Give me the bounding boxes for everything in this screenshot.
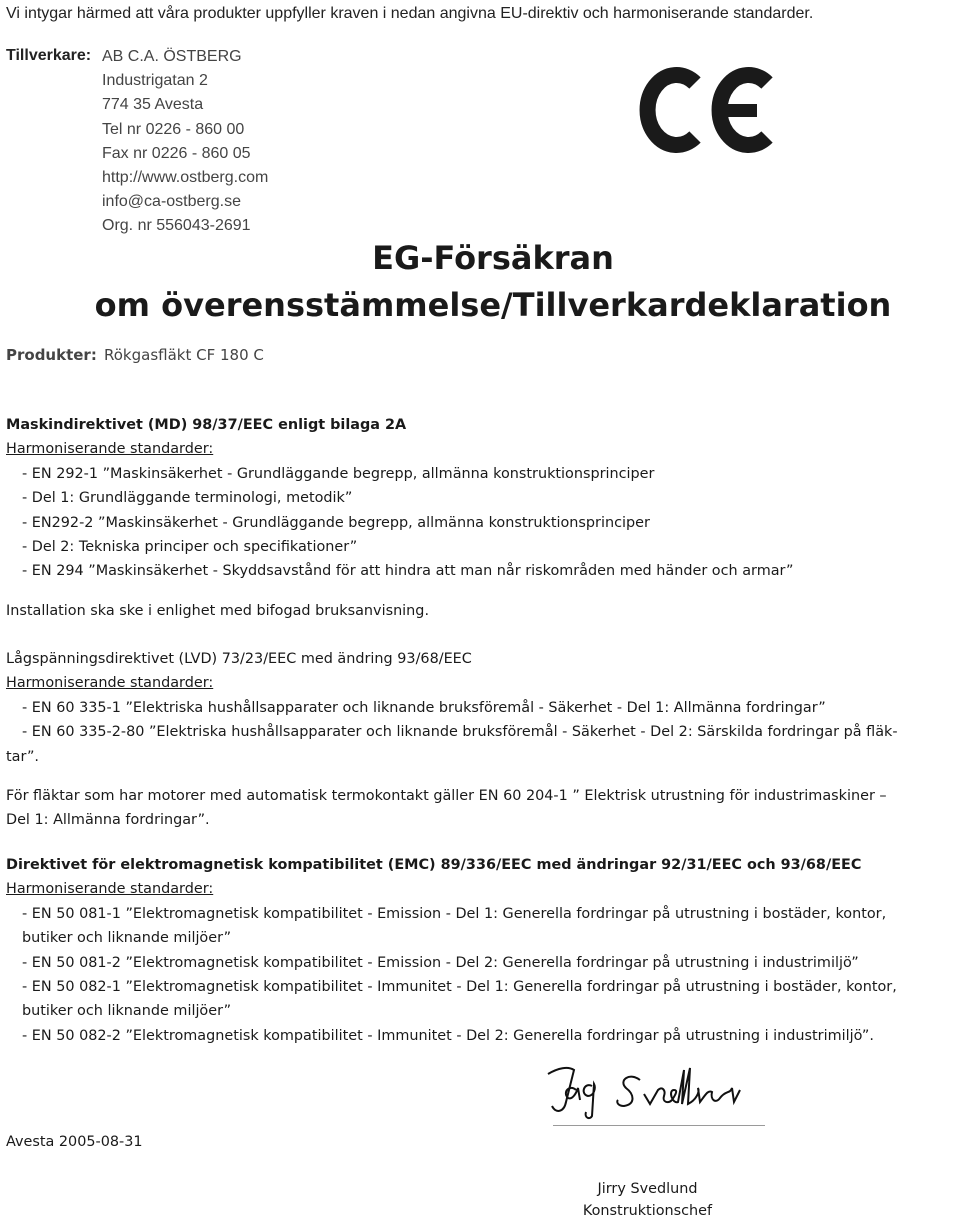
document-title: EG-Försäkran <box>372 239 614 277</box>
md-standards-heading: Harmoniserande standarder: <box>6 441 214 458</box>
manufacturer-address <box>102 45 268 239</box>
signature-line <box>553 1125 765 1126</box>
emc-standard-item: - EN 50 082-1 ”Elektromagnetisk kompatibilitet - Immunitet - Del 1: Generella fordringar på utrustning i bostäder, kontor, <box>22 979 897 996</box>
md-standard-item: - Del 2: Tekniska principer och specifikationer” <box>22 539 358 556</box>
lvd-standards-heading: Harmoniserande standarder: <box>6 675 214 692</box>
product-label: Produkter: <box>6 346 97 364</box>
signer-role: Konstruktionschef <box>582 1203 713 1219</box>
motor-note-line: För fläktar som har motorer med automatisk termokontakt gäller EN 60 204-1 ” Elektrisk utrustning för industrimaskiner – <box>6 788 887 804</box>
product-value: Rökgasfläkt CF 180 C <box>104 346 264 364</box>
emc-standards-heading: Harmoniserande standarder: <box>6 881 214 898</box>
manufacturer-city: 774 35 Avesta <box>102 96 204 114</box>
signer-block <box>520 1178 775 1222</box>
emc-standard-item: - EN 50 082-2 ”Elektromagnetisk kompatibilitet - Immunitet - Del 2: Generella fordringar på utrustning i industrimiljö”. <box>22 1027 874 1044</box>
signer-name: Jirry Svedlund <box>597 1181 698 1197</box>
lvd-section <box>6 647 956 769</box>
manufacturer-org-number: Org. nr 556043-2691 <box>102 217 251 235</box>
emc-standard-item: - EN 50 081-2 ”Elektromagnetisk kompatibilitet - Emission - Del 2: Generella fordringar på utrustning i industrimiljö” <box>22 954 859 971</box>
manufacturer-street: Industrigatan 2 <box>102 72 208 90</box>
md-heading: Maskindirektivet (MD) 98/37/EEC enligt bilaga 2A <box>6 417 407 433</box>
lvd-standard-continuation: tar”. <box>6 748 40 765</box>
installation-note: Installation ska ske i enlighet med bifogad bruksanvisning. <box>6 603 430 619</box>
handwritten-signature <box>540 1060 750 1120</box>
manufacturer-website: http://www.ostberg.com <box>102 169 269 187</box>
motor-note <box>6 784 956 833</box>
motor-note-line: Del 1: Allmänna fordringar”. <box>6 812 210 829</box>
place-date: Avesta 2005-08-31 <box>6 1134 143 1150</box>
emc-section <box>6 853 956 1048</box>
md-standard-item: - EN 294 ”Maskinsäkerhet - Skyddsavstånd för att hindra att man når riskområden med händer och armar” <box>22 563 794 580</box>
ce-mark-logo <box>633 66 773 154</box>
emc-standard-item: - EN 50 081-1 ”Elektromagnetisk kompatibilitet - Emission - Del 1: Generella fordringar på utrustning i bostäder, kontor, <box>22 905 887 922</box>
emc-heading: Direktivet för elektromagnetisk kompatibilitet (EMC) 89/336/EEC med ändringar 92/31/EEC och 93/68/EEC <box>6 857 862 873</box>
manufacturer-fax: Fax nr 0226 - 860 05 <box>102 144 251 162</box>
emc-standard-item: butiker och liknande miljöer” <box>22 930 232 947</box>
manufacturer-name: AB C.A. ÖSTBERG <box>102 48 242 65</box>
lvd-standard-item: - EN 60 335-2-80 ”Elektriska hushållsapparater och liknande bruksföremål - Säkerhet - Del 2: Särskilda fordringar på fläk- <box>22 724 898 741</box>
md-standard-item: - EN 292-1 ”Maskinsäkerhet - Grundläggande begrepp, allmänna konstruktionsprinciper <box>22 465 655 482</box>
manufacturer-phone: Tel nr 0226 - 860 00 <box>102 120 245 138</box>
manufacturer-label: Tillverkare: <box>6 47 92 64</box>
emc-standard-item: butiker och liknande miljöer” <box>22 1003 232 1020</box>
md-standard-item: - Del 1: Grundläggande terminologi, metodik” <box>22 490 353 507</box>
lvd-standard-item: - EN 60 335-1 ”Elektriska hushållsapparater och liknande bruksföremål - Säkerhet - Del 1: Allmänna fordringar” <box>22 699 826 716</box>
intro-text: Vi intygar härmed att våra produkter uppfyller kraven i nedan angivna EU-direktiv och harmoniserande standarder. <box>6 5 814 22</box>
lvd-heading: Lågspänningsdirektivet (LVD) 73/23/EEC med ändring 93/68/EEC <box>6 651 472 667</box>
md-standard-item: - EN292-2 ”Maskinsäkerhet - Grundläggande begrepp, allmänna konstruktionsprinciper <box>22 514 650 531</box>
md-section <box>6 413 956 584</box>
manufacturer-email: info@ca-ostberg.se <box>102 193 241 211</box>
document-subtitle: om överensstämmelse/Tillverkardeklaration <box>94 286 892 324</box>
